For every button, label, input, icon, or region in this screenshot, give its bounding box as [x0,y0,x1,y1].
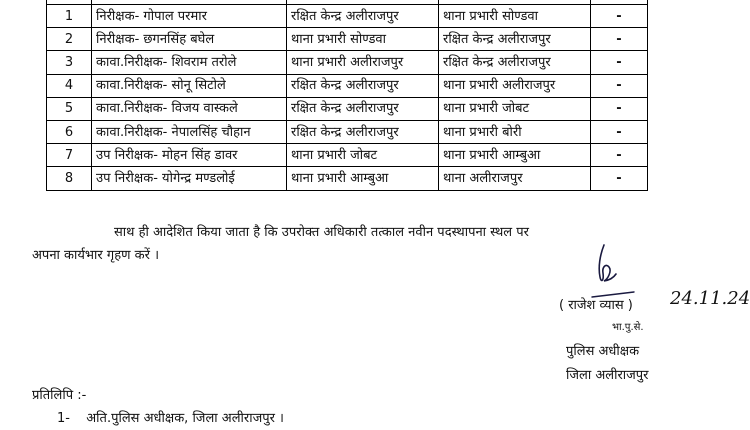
table-row [47,120,648,143]
copy-to-heading: प्रतिलिपि :- [32,388,87,403]
table-row [47,28,648,51]
current-posting-cell: रक्षित केन्द्र अलीराजपुर [287,120,439,143]
new-posting-cell: रक्षित केन्द्र अलीराजपुर [439,51,591,74]
new-posting-cell: थाना अलीराजपुर [439,167,591,190]
new-posting-cell: थाना प्रभारी जोबट [439,97,591,120]
current-posting-cell: रक्षित केन्द्र अलीराजपुर [287,5,439,28]
table-row [47,74,648,97]
remark-cell: - [591,74,648,97]
table-row [47,5,648,28]
copy-to-item [57,408,284,426]
serial-number-cell: 6 [47,120,92,143]
serial-number-cell: 7 [47,144,92,167]
serial-number-cell: 1 [47,5,92,28]
officer-name-cell: कावा.निरीक्षक- शिवराम तरोले [92,51,287,74]
handwritten-date: 24.11.24 [670,288,750,309]
remark-cell: - [591,28,648,51]
serial-number-cell: 8 [47,167,92,190]
table-row [47,97,648,120]
officer-name-cell: उप निरीक्षक- मोहन सिंह डावर [92,144,287,167]
current-posting-cell: थाना प्रभारी अलीराजपुर [287,51,439,74]
officer-name-cell: निरीक्षक- छगनसिंह बघेल [92,28,287,51]
officer-name-cell: कावा.निरीक्षक- नेपालसिंह चौहान [92,120,287,143]
current-posting-cell: रक्षित केन्द्र अलीराजपुर [287,97,439,120]
remark-cell: - [591,97,648,120]
remark-cell: - [591,120,648,143]
officer-name-cell: कावा.निरीक्षक- विजय वास्कले [92,97,287,120]
new-posting-cell: थाना प्रभारी बोरी [439,120,591,143]
officer-name-cell: उप निरीक्षक- योगेन्द्र मण्डलोई [92,167,287,190]
new-posting-cell: थाना प्रभारी आम्बुआ [439,144,591,167]
postings-table-body [47,0,648,190]
remark-cell: - [591,144,648,167]
table-row [47,167,648,190]
current-posting-cell: थाना प्रभारी सोण्डवा [287,28,439,51]
current-posting-cell: थाना प्रभारी जोबट [287,144,439,167]
signatory-district: जिला अलीराजपुर [566,368,649,383]
officer-name-cell: कावा.निरीक्षक- सोनू सिटोले [92,74,287,97]
remark-cell: - [591,51,648,74]
serial-number-cell: 2 [47,28,92,51]
officer-name-cell: निरीक्षक- गोपाल परमार [92,5,287,28]
handwritten-signature [582,241,642,299]
table-row [47,51,648,74]
new-posting-cell: रक्षित केन्द्र अलीराजपुर [439,28,591,51]
copy-to-item-number: 1- [57,411,70,426]
current-posting-cell: थाना प्रभारी आम्बुआ [287,167,439,190]
new-posting-cell: थाना प्रभारी सोण्डवा [439,5,591,28]
serial-number-cell: 4 [47,74,92,97]
table-row [47,144,648,167]
order-paragraph-line-1: साथ ही आदेशित किया जाता है कि उपरोक्त अधिकारी तत्काल नवीन पदस्थापना स्थल पर [114,225,529,240]
signatory-designation: पुलिस अधीक्षक [566,344,640,359]
signatory-name: ( राजेश व्यास ) [559,298,633,313]
transfer-postings-table [46,0,648,191]
signatory-cadre: भा.पु.से. [612,322,644,333]
remark-cell: - [591,167,648,190]
serial-number-cell: 3 [47,51,92,74]
order-paragraph-line-2: अपना कार्यभार गृहण करें । [32,248,159,263]
current-posting-cell: रक्षित केन्द्र अलीराजपुर [287,74,439,97]
remark-cell: - [591,5,648,28]
serial-number-cell: 5 [47,97,92,120]
copy-to-item-text: अति.पुलिस अधीक्षक, जिला अलीराजपुर । [86,411,284,426]
new-posting-cell: थाना प्रभारी अलीराजपुर [439,74,591,97]
